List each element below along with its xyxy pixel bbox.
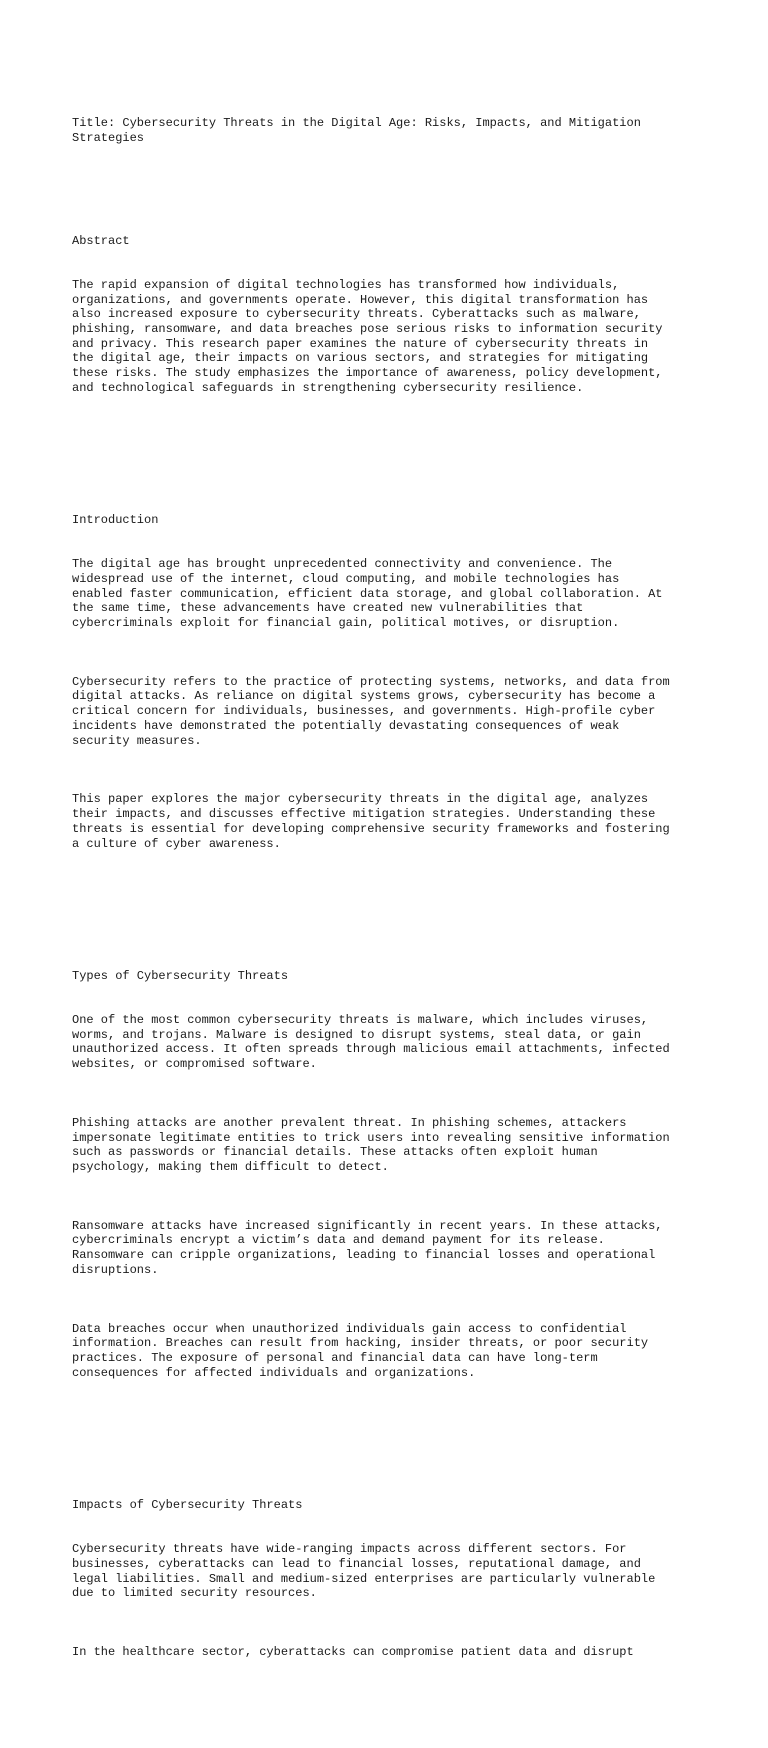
section-impacts-of-threats <box>72 1469 712 1704</box>
section-heading: Types of Cybersecurity Threats <box>72 968 289 983</box>
section-introduction <box>72 484 712 896</box>
paragraph: Cybersecurity threats have wide-ranging impacts across different sectors. For businesses, cyberattacks can lead to financial losses, reputational damage, and legal liabilities. Small and medium-sized enterprises are particularly vulnerable due to limited security resources. <box>72 1542 656 1601</box>
section-heading: Abstract <box>72 233 130 248</box>
paragraph: This paper explores the major cybersecurity threats in the digital age, analyzes their impacts, and discusses effective mitigation strategies. Understanding these threats is essential for developing comprehensive security frameworks and fostering a culture of cyber awareness. <box>72 792 670 851</box>
document-body <box>72 72 712 1748</box>
paragraph: In the healthcare sector, cyberattacks can compromise patient data and disrupt <box>72 1645 634 1660</box>
paragraph: One of the most common cybersecurity threats is malware, which includes viruses, worms, and trojans. Malware is designed to disrupt systems, steal data, or gain unauthorized access. It often spreads through malicious email attachments, infected websites, or compromised software. <box>72 1012 670 1072</box>
paragraph: Cybersecurity refers to the practice of protecting systems, networks, and data from digital attacks. As reliance on digital systems grows, cybersecurity has become a critical concern for individuals, businesses, and governments. High-profile cyber incidents have demonstrated the potentially devastating consequences of weak security measures. <box>72 674 670 748</box>
section-abstract <box>72 204 712 439</box>
section-heading: Impacts of Cybersecurity Threats <box>72 1498 303 1513</box>
paragraph: Phishing attacks are another prevalent threat. In phishing schemes, attackers impersonate legitimate entities to trick users into revealing sensitive information such as passwords or financial details. These attacks often exploit human psychology, making them difficult to detect. <box>72 1115 670 1174</box>
paragraph: The digital age has brought unprecedented connectivity and convenience. The widespread use of the internet, cloud computing, and mobile technologies has enabled faster communication, efficient data storage, and global collaboration. At the same time, these advancements have created new vulnerabilities that cybercriminals exploit for financial gain, political motives, or disruption. <box>72 557 663 630</box>
paragraph: Ransomware attacks have increased significantly in recent years. In these attacks, cybercriminals encrypt a victim’s data and demand payment for its release. Ransomware can cripple organizations, leading to financial losses and operational disruptions. <box>72 1218 663 1277</box>
section-types-of-threats <box>72 939 712 1424</box>
paragraph: Data breaches occur when unauthorized individuals gain access to confidential information. Breaches can result from hacking, insider threats, or poor security practices. The exposure of personal and financial data can have long-term consequences for affected individuals and organizations. <box>72 1321 649 1380</box>
section-heading: Introduction <box>72 513 159 528</box>
document-title: Title: Cybersecurity Threats in the Digital Age: Risks, Impacts, and Mitigation Strategies <box>72 116 641 145</box>
paragraph: The rapid expansion of digital technologies has transformed how individuals, organizations, and governments operate. However, this digital transformation has also increased exposure to cybersecurity threats. Cyberattacks such as malware, phishing, ransomware, and data breaches pose serious risks to information security and privacy. This research paper examines the nature of cybersecurity threats in the digital age, their impacts on various sectors, and strategies for mitigating these risks. The study emphasizes the importance of awareness, policy development, and technological safeguards in strengthening cybersecurity resilience. <box>72 277 663 395</box>
